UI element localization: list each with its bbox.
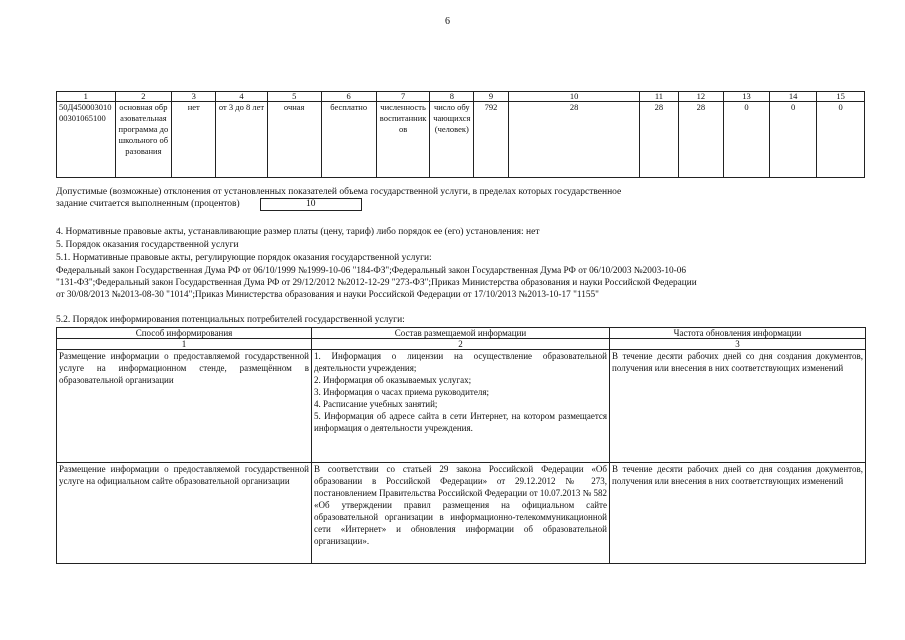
column-header: 14 xyxy=(769,92,817,102)
column-header: Способ информирования xyxy=(57,328,312,339)
legal-acts-line: "131-ФЗ";Федеральный закон Государственная Дума РФ от 29/12/2012 №2012-12-29 "273-ФЗ";Приказ Министерства образования и науки Российской Федерации xyxy=(56,278,697,288)
legal-acts-line: Федеральный закон Государственная Дума РФ от 06/10/1999 №1999-10-06 "184-ФЗ";Федеральный закон Государственная Дума РФ от 06/10/2003 №2003-10-06 xyxy=(56,266,687,276)
section-4: 4. Нормативные правовые акты, устанавливающие размер платы (цену, тариф) либо порядок ее (его) установления: нет xyxy=(56,227,540,237)
registry-code-cell: 50Д45000301000301065100 xyxy=(57,102,116,178)
content-cell xyxy=(312,463,610,564)
value-cell: 28 xyxy=(508,102,639,178)
column-header: Частота обновления информации xyxy=(610,328,866,339)
age-cell: от 3 до 8 лет xyxy=(216,102,267,178)
value-cell: 0 xyxy=(724,102,770,178)
unit-cell: число обучающихся (человек) xyxy=(430,102,474,178)
value-cell: 0 xyxy=(769,102,817,178)
frequency-cell: В течение десяти рабочих дней со дня создания документов, получения или внесения в них соответствующих изменений xyxy=(610,350,866,463)
column-header: 8 xyxy=(430,92,474,102)
content-item: 3. Информация о часах приема руководителя; xyxy=(314,387,489,397)
method-cell: Размещение информации о предоставляемой государственной услуге на информационном стенде, размещённом в образовательной организации xyxy=(57,350,312,463)
table-row xyxy=(57,102,865,178)
section-5: 5. Порядок оказания государственной услуги xyxy=(56,240,239,250)
content-cell xyxy=(312,350,610,463)
table-cell: нет xyxy=(172,102,216,178)
table-row xyxy=(57,463,866,564)
column-header: 15 xyxy=(817,92,865,102)
value-cell: 0 xyxy=(817,102,865,178)
column-header: 5 xyxy=(267,92,321,102)
legal-acts xyxy=(56,265,697,301)
content-item: 1. Информация о лицензии на осуществление образовательной деятельности учреждения; xyxy=(314,351,607,373)
deviation-text xyxy=(56,186,621,211)
column-number: 1 xyxy=(57,339,312,350)
column-header: 2 xyxy=(115,92,172,102)
column-header: 9 xyxy=(474,92,509,102)
column-header: 4 xyxy=(216,92,267,102)
column-header: 7 xyxy=(376,92,430,102)
section-5-1: 5.1. Нормативные правовые акты, регулирующие порядок оказания государственной услуги: xyxy=(56,253,432,263)
table-header-row xyxy=(57,328,866,339)
legal-acts-line: от 30/08/2013 №2013-08-30 "1014";Приказ Министерства образования и науки Российской Федерации от 17/10/2013 №2013-10-17 "1155" xyxy=(56,290,599,300)
payment-cell: бесплатно xyxy=(321,102,376,178)
deviation-value-box: 10 xyxy=(260,198,362,211)
content-item: 5. Информация об адресе сайта в сети Интернет, на котором размещается информация о деятельности учреждения. xyxy=(314,411,607,433)
frequency-cell: В течение десяти рабочих дней со дня создания документов, получения или внесения в них соответствующих изменений xyxy=(610,463,866,564)
column-header: 3 xyxy=(172,92,216,102)
informing-table xyxy=(56,327,866,564)
column-header: 6 xyxy=(321,92,376,102)
indicator-cell: численность воспитанников xyxy=(376,102,430,178)
deviation-line: задание считается выполненным (процентов) xyxy=(56,199,240,209)
code-cell: 792 xyxy=(474,102,509,178)
column-number: 3 xyxy=(610,339,866,350)
form-cell: очная xyxy=(267,102,321,178)
column-header: 1 xyxy=(57,92,116,102)
volume-indicators-table xyxy=(56,91,865,178)
column-header: 13 xyxy=(724,92,770,102)
value-cell: 28 xyxy=(678,102,724,178)
table-header-row xyxy=(57,92,865,102)
column-header: 12 xyxy=(678,92,724,102)
content-item: В соответствии со статьей 29 закона Российской Федерации «Об образовании в Российской Федерации» от 29.12.2012 № 273, постановлением Правительства Российской Федерации от 10.07.2013 № 582 «Об утверждении правил размещения на официальном сайте образовательной организации в информационно-телекоммуникационной сети «Интернет» и обновления информации об образовательной организации». xyxy=(314,464,607,546)
deviation-line: Допустимые (возможные) отклонения от установленных показателей объема государственной услуги, в пределах которых государственное xyxy=(56,187,622,197)
column-header: 10 xyxy=(508,92,639,102)
column-header: 11 xyxy=(640,92,678,102)
program-cell: основная образовательная программа дошкольного образования xyxy=(115,102,172,178)
column-header: Состав размещаемой информации xyxy=(312,328,610,339)
section-5-2: 5.2. Порядок информирования потенциальных потребителей государственной услуги: xyxy=(56,315,405,325)
method-cell: Размещение информации о предоставляемой государственной услуге на официальном сайте образовательной организации xyxy=(57,463,312,564)
content-item: 4. Расписание учебных занятий; xyxy=(314,399,438,409)
page-number: 6 xyxy=(445,16,450,27)
content-item: 2. Информация об оказываемых услугах; xyxy=(314,375,472,385)
table-number-row xyxy=(57,339,866,350)
value-cell: 28 xyxy=(640,102,678,178)
table-row xyxy=(57,350,866,463)
column-number: 2 xyxy=(312,339,610,350)
